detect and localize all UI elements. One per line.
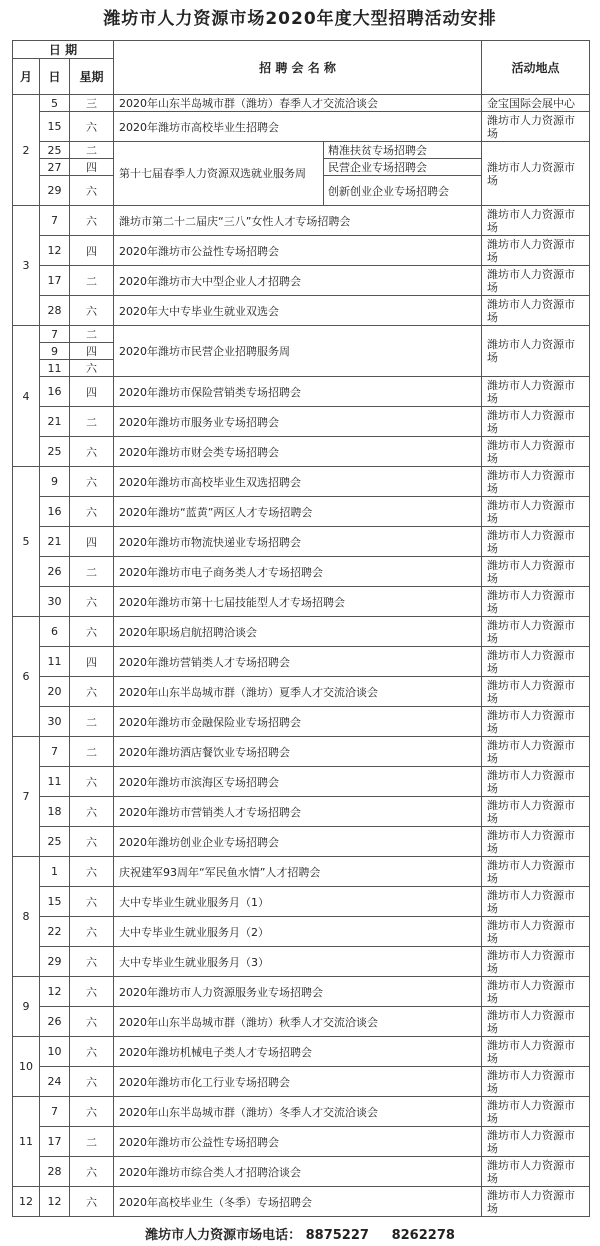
table-row bbox=[13, 95, 590, 112]
sub-event-name: 创新创业企业专场招聘会 bbox=[324, 176, 482, 206]
weekday-cell: 六 bbox=[70, 887, 114, 917]
weekday-cell: 二 bbox=[70, 326, 114, 343]
table-row bbox=[13, 917, 590, 947]
venue-cell: 潍坊市人力资源市场 bbox=[482, 467, 590, 497]
day-cell: 21 bbox=[40, 407, 70, 437]
venue-cell: 潍坊市人力资源市场 bbox=[482, 737, 590, 767]
day-cell: 17 bbox=[40, 266, 70, 296]
weekday-cell: 六 bbox=[70, 360, 114, 377]
table-row bbox=[13, 1187, 590, 1217]
table-row bbox=[13, 266, 590, 296]
weekday-cell: 二 bbox=[70, 266, 114, 296]
weekday-cell: 六 bbox=[70, 617, 114, 647]
weekday-cell: 二 bbox=[70, 707, 114, 737]
weekday-cell: 六 bbox=[70, 1007, 114, 1037]
event-name: 2020年潍坊市保险营销类专场招聘会 bbox=[114, 377, 482, 407]
day-cell: 25 bbox=[40, 437, 70, 467]
table-row bbox=[13, 857, 590, 887]
day-cell: 26 bbox=[40, 557, 70, 587]
venue-cell: 潍坊市人力资源市场 bbox=[482, 437, 590, 467]
day-cell: 12 bbox=[40, 1187, 70, 1217]
month-cell: 4 bbox=[13, 326, 40, 467]
venue-cell: 潍坊市人力资源市场 bbox=[482, 767, 590, 797]
weekday-cell: 六 bbox=[70, 977, 114, 1007]
venue-cell: 潍坊市人力资源市场 bbox=[482, 527, 590, 557]
table-row bbox=[13, 437, 590, 467]
weekday-cell: 四 bbox=[70, 527, 114, 557]
day-cell: 20 bbox=[40, 677, 70, 707]
venue-cell: 潍坊市人力资源市场 bbox=[482, 266, 590, 296]
event-name: 2020年潍坊市高校毕业生招聘会 bbox=[114, 112, 482, 142]
table-row bbox=[13, 977, 590, 1007]
weekday-cell: 六 bbox=[70, 296, 114, 326]
weekday-cell: 六 bbox=[70, 437, 114, 467]
day-cell: 30 bbox=[40, 707, 70, 737]
day-cell: 25 bbox=[40, 142, 70, 159]
venue-cell: 潍坊市人力资源市场 bbox=[482, 497, 590, 527]
weekday-cell: 六 bbox=[70, 797, 114, 827]
event-name: 2020年潍坊市高校毕业生双选招聘会 bbox=[114, 467, 482, 497]
phone-2: 8262278 bbox=[391, 1228, 455, 1243]
venue-cell: 潍坊市人力资源市场 bbox=[482, 407, 590, 437]
month-header: 月 bbox=[13, 59, 40, 95]
event-name: 2020年潍坊市滨海区专场招聘会 bbox=[114, 767, 482, 797]
month-cell: 8 bbox=[13, 857, 40, 977]
day-cell: 29 bbox=[40, 176, 70, 206]
venue-cell: 潍坊市人力资源市场 bbox=[482, 977, 590, 1007]
day-cell: 22 bbox=[40, 917, 70, 947]
venue-cell: 潍坊市人力资源市场 bbox=[482, 296, 590, 326]
schedule-table bbox=[12, 40, 590, 1217]
day-cell: 21 bbox=[40, 527, 70, 557]
event-name: 2020年潍坊市物流快递业专场招聘会 bbox=[114, 527, 482, 557]
table-row bbox=[13, 677, 590, 707]
footer-contact bbox=[0, 1226, 600, 1246]
weekday-cell: 六 bbox=[70, 1097, 114, 1127]
table-row bbox=[13, 1067, 590, 1097]
table-row bbox=[13, 887, 590, 917]
weekday-header: 星期 bbox=[70, 59, 114, 95]
weekday-cell: 二 bbox=[70, 1127, 114, 1157]
event-name: 2020年高校毕业生（冬季）专场招聘会 bbox=[114, 1187, 482, 1217]
weekday-cell: 六 bbox=[70, 767, 114, 797]
table-row bbox=[13, 236, 590, 266]
date-group-header: 日 期 bbox=[13, 41, 114, 59]
table-row bbox=[13, 377, 590, 407]
event-name: 2020年大中专毕业生就业双选会 bbox=[114, 296, 482, 326]
table-row bbox=[13, 587, 590, 617]
month-cell: 5 bbox=[13, 467, 40, 617]
event-name: 2020年山东半岛城市群（潍坊）春季人才交流洽谈会 bbox=[114, 95, 482, 112]
table-row bbox=[13, 797, 590, 827]
day-cell: 7 bbox=[40, 206, 70, 236]
venue-cell: 潍坊市人力资源市场 bbox=[482, 377, 590, 407]
event-name: 2020年潍坊市金融保险业专场招聘会 bbox=[114, 707, 482, 737]
weekday-cell: 六 bbox=[70, 497, 114, 527]
event-name: 2020年潍坊市财会类专场招聘会 bbox=[114, 437, 482, 467]
weekday-cell: 六 bbox=[70, 467, 114, 497]
event-name: 大中专毕业生就业服务月（1） bbox=[114, 887, 482, 917]
venue-cell: 潍坊市人力资源市场 bbox=[482, 647, 590, 677]
table-row bbox=[13, 326, 590, 343]
event-name: 2020年潍坊市大中型企业人才招聘会 bbox=[114, 266, 482, 296]
venue-cell: 潍坊市人力资源市场 bbox=[482, 112, 590, 142]
venue-cell: 潍坊市人力资源市场 bbox=[482, 617, 590, 647]
table-row bbox=[13, 296, 590, 326]
venue-cell: 金宝国际会展中心 bbox=[482, 95, 590, 112]
weekday-cell: 二 bbox=[70, 557, 114, 587]
day-cell: 29 bbox=[40, 947, 70, 977]
event-name: 2020年山东半岛城市群（潍坊）冬季人才交流洽谈会 bbox=[114, 1097, 482, 1127]
day-cell: 30 bbox=[40, 587, 70, 617]
weekday-cell: 四 bbox=[70, 159, 114, 176]
weekday-cell: 六 bbox=[70, 1157, 114, 1187]
table-row bbox=[13, 707, 590, 737]
day-cell: 7 bbox=[40, 1097, 70, 1127]
sub-event-name: 民营企业专场招聘会 bbox=[324, 159, 482, 176]
weekday-cell: 六 bbox=[70, 1067, 114, 1097]
event-name: 2020年潍坊市营销类人才专场招聘会 bbox=[114, 797, 482, 827]
venue-cell: 潍坊市人力资源市场 bbox=[482, 1067, 590, 1097]
weekday-cell: 四 bbox=[70, 236, 114, 266]
event-name: 大中专毕业生就业服务月（3） bbox=[114, 947, 482, 977]
table-row bbox=[13, 142, 590, 159]
venue-cell: 潍坊市人力资源市场 bbox=[482, 887, 590, 917]
day-cell: 5 bbox=[40, 95, 70, 112]
venue-cell: 潍坊市人力资源市场 bbox=[482, 1157, 590, 1187]
day-cell: 15 bbox=[40, 887, 70, 917]
table-row bbox=[13, 1007, 590, 1037]
month-cell: 9 bbox=[13, 977, 40, 1037]
venue-cell: 潍坊市人力资源市场 bbox=[482, 677, 590, 707]
day-cell: 25 bbox=[40, 827, 70, 857]
venue-cell: 潍坊市人力资源市场 bbox=[482, 1127, 590, 1157]
name-header: 招 聘 会 名 称 bbox=[114, 41, 482, 95]
day-cell: 11 bbox=[40, 767, 70, 797]
event-name: 大中专毕业生就业服务月（2） bbox=[114, 917, 482, 947]
day-cell: 26 bbox=[40, 1007, 70, 1037]
day-cell: 17 bbox=[40, 1127, 70, 1157]
event-name: 2020年职场启航招聘洽谈会 bbox=[114, 617, 482, 647]
table-row bbox=[13, 206, 590, 236]
weekday-cell: 四 bbox=[70, 647, 114, 677]
venue-header: 活动地点 bbox=[482, 41, 590, 95]
venue-cell: 潍坊市人力资源市场 bbox=[482, 947, 590, 977]
event-name: 2020年潍坊市公益性专场招聘会 bbox=[114, 236, 482, 266]
weekday-cell: 二 bbox=[70, 142, 114, 159]
month-cell: 7 bbox=[13, 737, 40, 857]
weekday-cell: 六 bbox=[70, 112, 114, 142]
day-cell: 12 bbox=[40, 977, 70, 1007]
event-name: 2020年潍坊市民营企业招聘服务周 bbox=[114, 326, 482, 377]
venue-cell: 潍坊市人力资源市场 bbox=[482, 707, 590, 737]
weekday-cell: 六 bbox=[70, 206, 114, 236]
event-name: 庆祝建军93周年“军民鱼水情”人才招聘会 bbox=[114, 857, 482, 887]
table-row bbox=[13, 1037, 590, 1067]
table-row bbox=[13, 1127, 590, 1157]
venue-cell: 潍坊市人力资源市场 bbox=[482, 326, 590, 377]
day-cell: 18 bbox=[40, 797, 70, 827]
table-row bbox=[13, 827, 590, 857]
venue-cell: 潍坊市人力资源市场 bbox=[482, 797, 590, 827]
day-cell: 27 bbox=[40, 159, 70, 176]
venue-cell: 潍坊市人力资源市场 bbox=[482, 827, 590, 857]
event-name: 2020年潍坊市公益性专场招聘会 bbox=[114, 1127, 482, 1157]
weekday-cell: 六 bbox=[70, 176, 114, 206]
footer-label: 潍坊市人力资源市场电话： bbox=[145, 1228, 302, 1243]
day-cell: 15 bbox=[40, 112, 70, 142]
event-name: 2020年山东半岛城市群（潍坊）夏季人才交流洽谈会 bbox=[114, 677, 482, 707]
weekday-cell: 六 bbox=[70, 1037, 114, 1067]
event-name: 2020年山东半岛城市群（潍坊）秋季人才交流洽谈会 bbox=[114, 1007, 482, 1037]
weekday-cell: 四 bbox=[70, 343, 114, 360]
month-cell: 3 bbox=[13, 206, 40, 326]
day-cell: 12 bbox=[40, 236, 70, 266]
venue-cell: 潍坊市人力资源市场 bbox=[482, 587, 590, 617]
sub-event-name: 精准扶贫专场招聘会 bbox=[324, 142, 482, 159]
weekday-cell: 六 bbox=[70, 857, 114, 887]
day-cell: 7 bbox=[40, 737, 70, 767]
venue-cell: 潍坊市人力资源市场 bbox=[482, 142, 590, 206]
event-name: 2020年潍坊市综合类人才招聘洽谈会 bbox=[114, 1157, 482, 1187]
event-name: 2020年潍坊酒店餐饮业专场招聘会 bbox=[114, 737, 482, 767]
venue-cell: 潍坊市人力资源市场 bbox=[482, 557, 590, 587]
month-cell: 10 bbox=[13, 1037, 40, 1097]
table-row bbox=[13, 1097, 590, 1127]
event-name: 2020年潍坊创业企业专场招聘会 bbox=[114, 827, 482, 857]
day-cell: 6 bbox=[40, 617, 70, 647]
table-row bbox=[13, 527, 590, 557]
event-name: 2020年潍坊机械电子类人才专场招聘会 bbox=[114, 1037, 482, 1067]
event-name: 2020年潍坊市电子商务类人才专场招聘会 bbox=[114, 557, 482, 587]
page-title: 潍坊市人力资源市场2020年度大型招聘活动安排 bbox=[103, 9, 497, 29]
day-cell: 10 bbox=[40, 1037, 70, 1067]
venue-cell: 潍坊市人力资源市场 bbox=[482, 917, 590, 947]
table-row bbox=[13, 557, 590, 587]
weekday-cell: 六 bbox=[70, 917, 114, 947]
weekday-cell: 二 bbox=[70, 737, 114, 767]
weekday-cell: 二 bbox=[70, 407, 114, 437]
venue-cell: 潍坊市人力资源市场 bbox=[482, 206, 590, 236]
day-cell: 9 bbox=[40, 467, 70, 497]
weekday-cell: 六 bbox=[70, 947, 114, 977]
day-cell: 7 bbox=[40, 326, 70, 343]
day-cell: 28 bbox=[40, 1157, 70, 1187]
schedule-body bbox=[13, 95, 590, 1217]
table-row bbox=[13, 737, 590, 767]
event-name: 2020年潍坊市人力资源服务业专场招聘会 bbox=[114, 977, 482, 1007]
day-cell: 16 bbox=[40, 497, 70, 527]
event-name: 2020年潍坊营销类人才专场招聘会 bbox=[114, 647, 482, 677]
weekday-cell: 四 bbox=[70, 377, 114, 407]
table-row bbox=[13, 647, 590, 677]
weekday-cell: 六 bbox=[70, 587, 114, 617]
phone-1: 8875227 bbox=[305, 1228, 369, 1243]
day-cell: 11 bbox=[40, 647, 70, 677]
table-row bbox=[13, 407, 590, 437]
month-cell: 11 bbox=[13, 1097, 40, 1187]
table-row bbox=[13, 1157, 590, 1187]
day-cell: 16 bbox=[40, 377, 70, 407]
event-name: 潍坊市第二十二届庆“三八”女性人才专场招聘会 bbox=[114, 206, 482, 236]
weekday-cell: 六 bbox=[70, 677, 114, 707]
table-row bbox=[13, 617, 590, 647]
weekday-cell: 六 bbox=[70, 827, 114, 857]
event-name: 2020年潍坊市第十七届技能型人才专场招聘会 bbox=[114, 587, 482, 617]
table-row bbox=[13, 767, 590, 797]
day-cell: 11 bbox=[40, 360, 70, 377]
event-name: 2020年潍坊“蓝黄”两区人才专场招聘会 bbox=[114, 497, 482, 527]
weekday-cell: 三 bbox=[70, 95, 114, 112]
event-name: 2020年潍坊市化工行业专场招聘会 bbox=[114, 1067, 482, 1097]
venue-cell: 潍坊市人力资源市场 bbox=[482, 857, 590, 887]
table-row bbox=[13, 467, 590, 497]
day-cell: 9 bbox=[40, 343, 70, 360]
day-cell: 24 bbox=[40, 1067, 70, 1097]
venue-cell: 潍坊市人力资源市场 bbox=[482, 1187, 590, 1217]
day-header: 日 bbox=[40, 59, 70, 95]
table-row bbox=[13, 947, 590, 977]
venue-cell: 潍坊市人力资源市场 bbox=[482, 1007, 590, 1037]
venue-cell: 潍坊市人力资源市场 bbox=[482, 236, 590, 266]
month-cell: 12 bbox=[13, 1187, 40, 1217]
venue-cell: 潍坊市人力资源市场 bbox=[482, 1097, 590, 1127]
day-cell: 28 bbox=[40, 296, 70, 326]
day-cell: 1 bbox=[40, 857, 70, 887]
month-cell: 6 bbox=[13, 617, 40, 737]
venue-cell: 潍坊市人力资源市场 bbox=[482, 1037, 590, 1067]
event-name: 2020年潍坊市服务业专场招聘会 bbox=[114, 407, 482, 437]
event-name: 第十七届春季人力资源双选就业服务周 bbox=[114, 142, 324, 206]
month-cell: 2 bbox=[13, 95, 40, 206]
table-row bbox=[13, 112, 590, 142]
table-row bbox=[13, 497, 590, 527]
weekday-cell: 六 bbox=[70, 1187, 114, 1217]
